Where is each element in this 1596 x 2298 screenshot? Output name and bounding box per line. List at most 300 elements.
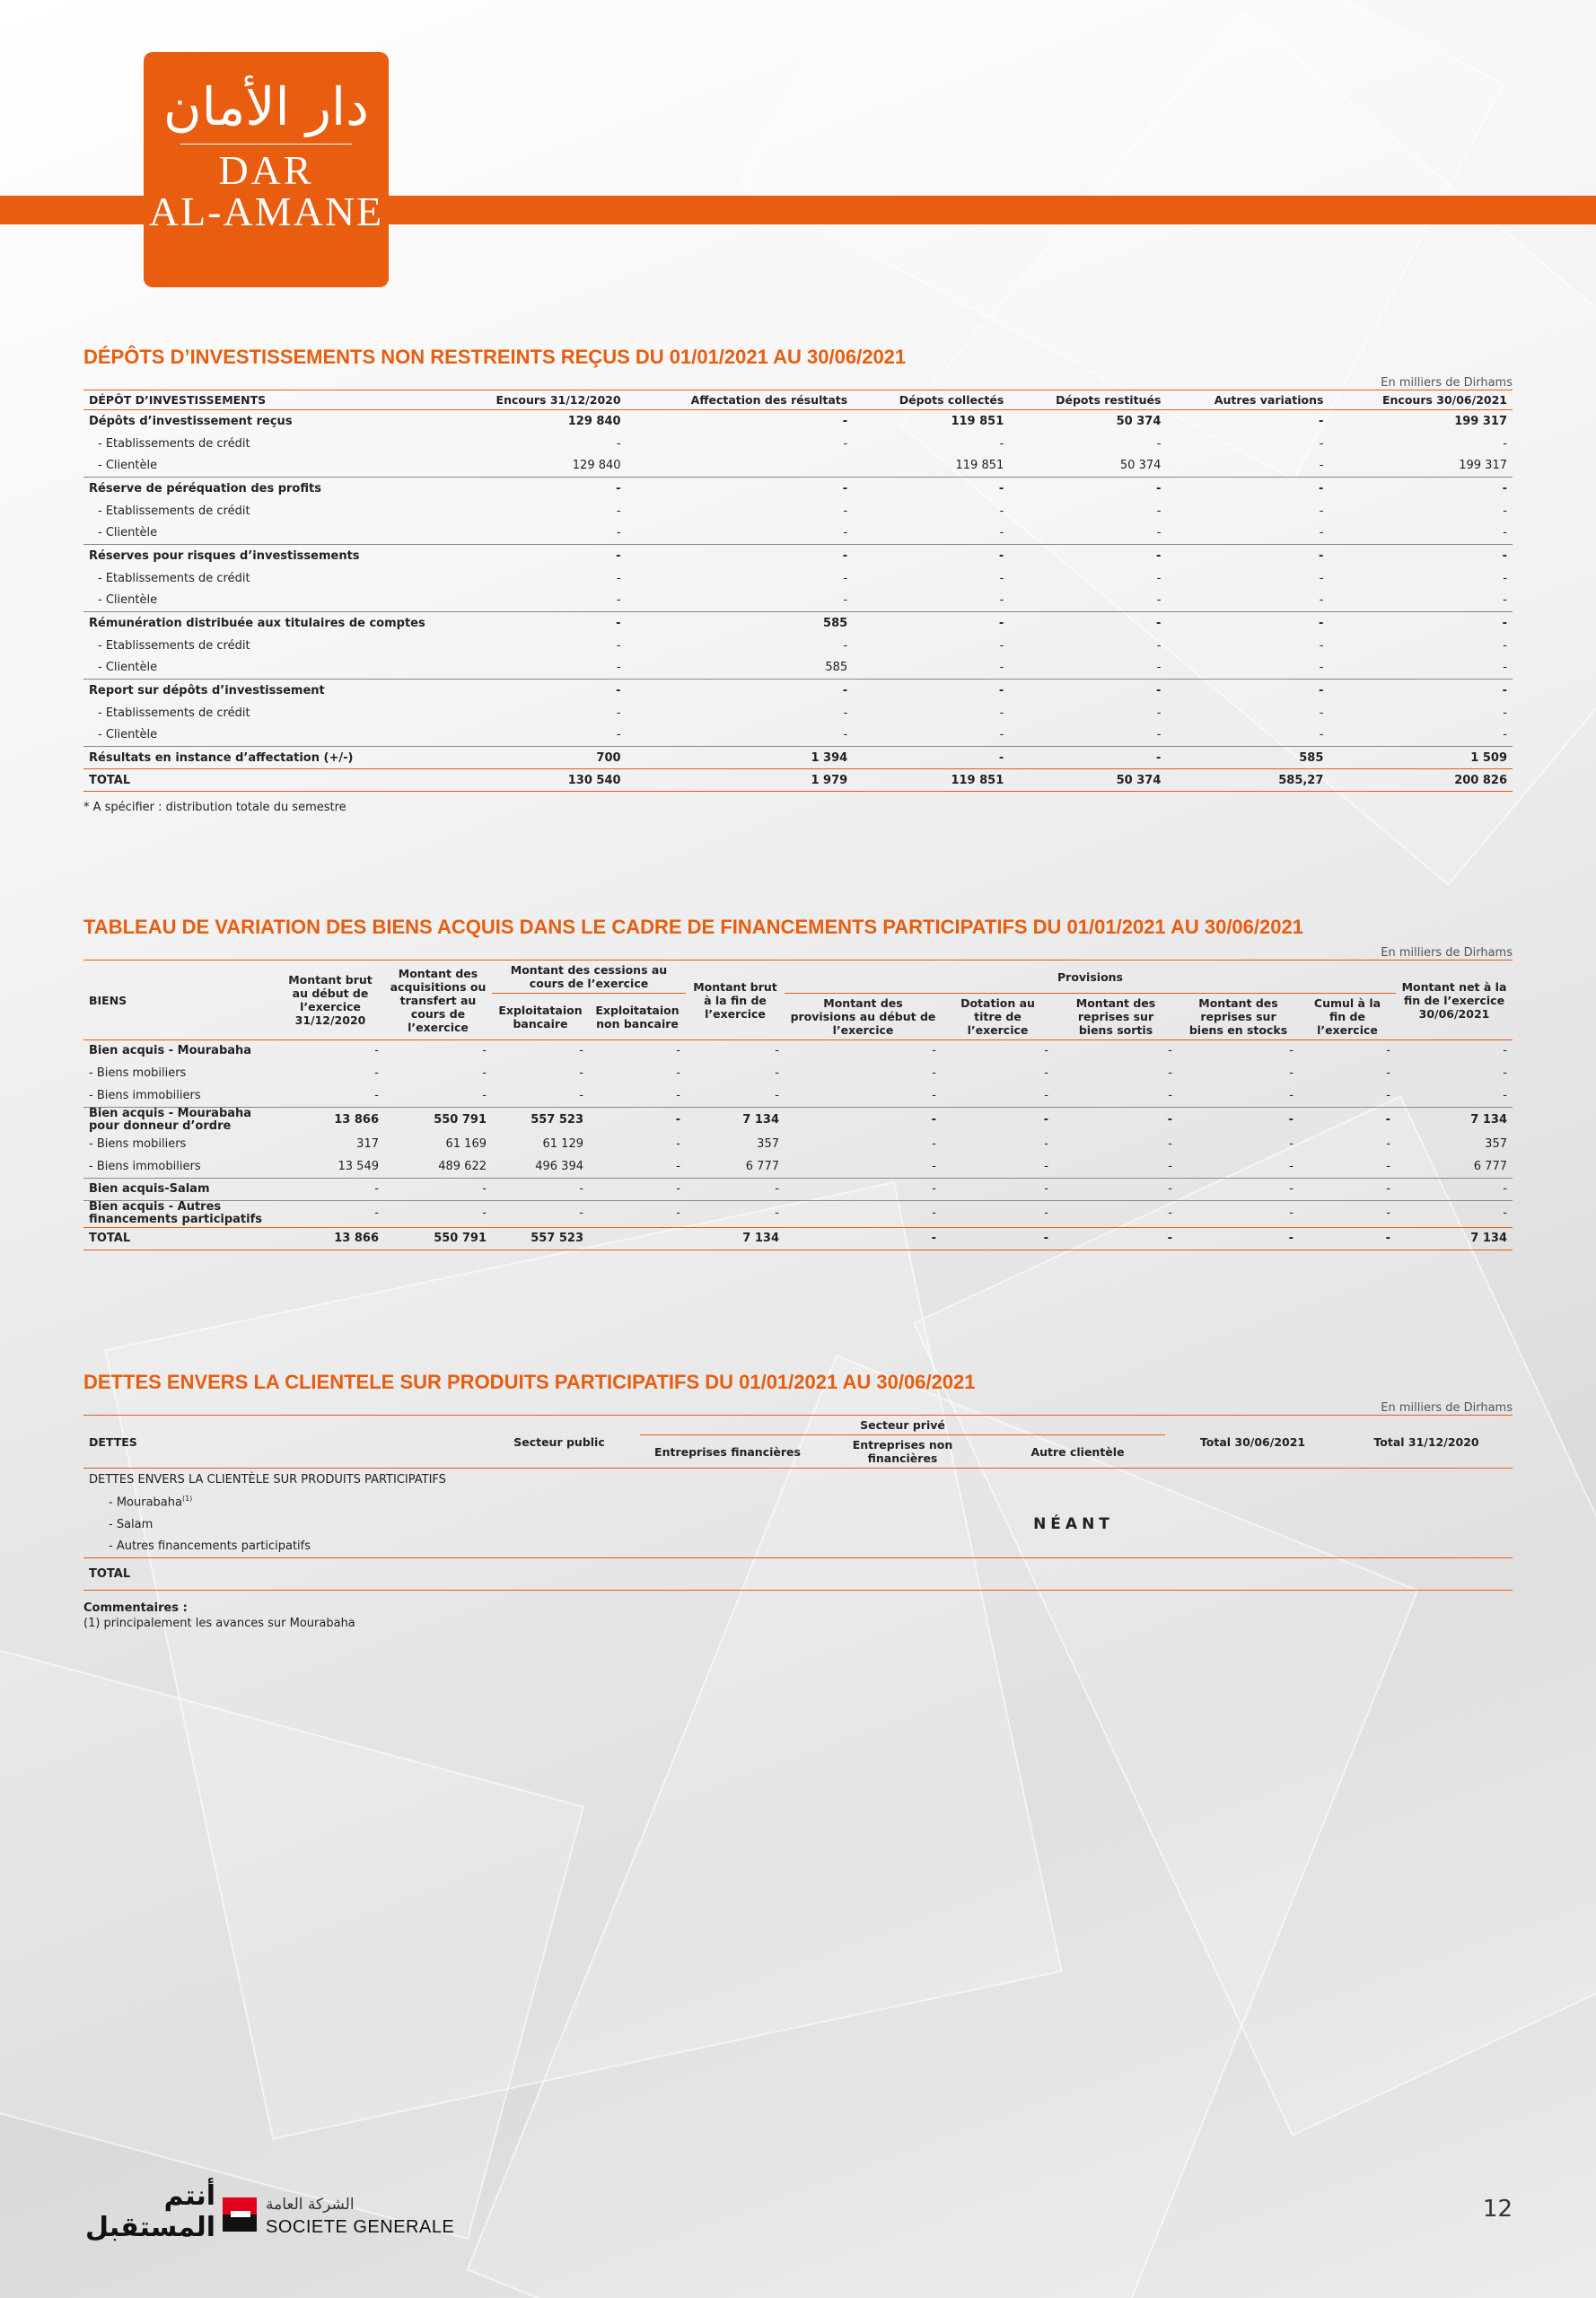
col-header: Affectation des résultats [690,393,848,407]
cell-value: - [1319,661,1324,675]
cell-value: 7 134 [1396,1108,1513,1134]
cell-value: 7 134 [1396,1227,1513,1250]
cell-value: - [1503,638,1507,653]
cell-value: - [1009,747,1166,769]
cell-value: 496 394 [535,1159,583,1173]
cell-value: - [1168,1044,1172,1058]
total-label: TOTAL [83,1558,478,1591]
row-label-text: - Mourabaha [109,1495,182,1510]
cell-value: - [932,1066,936,1080]
cell-value: 7 134 [686,1108,785,1134]
cell-value: 13 549 [338,1159,379,1173]
cell-value: 7 134 [686,1227,785,1250]
cell-value: - [775,1066,779,1080]
table-row [83,1134,1513,1156]
cell-value: - [1329,612,1513,635]
table-row [83,702,1513,724]
cell-value: - [1166,612,1329,635]
cell-value: - [1054,1108,1178,1134]
table-row [83,747,1513,769]
cell-value: - [1009,478,1166,500]
cell-value: 119 851 [853,769,1009,792]
cell-value: - [932,1044,936,1058]
cell-value: - [443,545,627,567]
cell-value: - [616,504,621,518]
table-row-total [83,769,1513,792]
cell-value: - [999,526,1004,540]
cell-value: 200 826 [1329,769,1513,792]
cell-value: - [1319,436,1324,451]
col-cess-bancaire: Exploitataion bancaire [492,994,589,1040]
footnote-ref: (1) [181,1494,193,1503]
cell-value: - [843,436,848,451]
row-label: - Biens mobiliers [89,1066,187,1080]
cell-value: - [1329,478,1513,500]
cell-value: - [1168,1088,1172,1102]
table-row-total [83,1227,1513,1250]
col-biens: BIENS [83,960,276,1040]
cell-value: - [1386,1066,1390,1080]
row-label: Bien acquis - Mourabaha pour donneur d’ordre [83,1108,276,1134]
table-row [83,1040,1513,1063]
cell-value: - [482,1066,487,1080]
cell-value: - [1319,593,1324,608]
section1-unit: En milliers de Dirhams [1381,376,1513,390]
cell-value: - [443,680,627,702]
cell-value: - [1299,1179,1396,1201]
cell-value: - [932,1136,936,1151]
cell-value: - [843,706,848,720]
cell-value: - [1503,1044,1507,1058]
cell-value: 585 [825,661,848,675]
cell-value: - [1156,526,1162,540]
cell-value: - [1178,1201,1299,1228]
cell-value: 1 979 [627,769,854,792]
cell-value: - [616,526,621,540]
cell-value: - [842,414,848,428]
cell-value: - [1503,571,1507,585]
cell-value: - [1386,1159,1390,1173]
table-row [83,545,1513,567]
cell-value: - [374,1044,379,1058]
cell-value: - [616,638,621,653]
table-row [83,522,1513,545]
table-header-row [83,1416,1513,1435]
cell-value: - [775,1044,779,1058]
cell-value: - [853,680,1009,702]
col-acquisitions: Montant des acquisitions ou transfert au cours de l’exercice [384,960,492,1040]
cell-value [627,455,854,478]
cell-value: 585 [1166,747,1329,769]
row-label: Report sur dépôts d’investissement [83,680,443,702]
cell-value: - [1386,1136,1390,1151]
cell-value: - [1299,1201,1396,1228]
cell-value: 119 851 [951,414,1004,428]
cell-value: - [1156,571,1162,585]
dettes-table [83,1415,1513,1591]
col-reprises-stocks: Montant des reprises sur biens en stocks [1178,994,1299,1040]
table-row [83,635,1513,657]
cell-value: - [616,661,621,675]
cell-value: - [1009,612,1166,635]
cell-value: - [1044,1088,1048,1102]
cell-value: 61 169 [445,1136,487,1151]
cell-value: - [1319,504,1324,518]
section3-unit: En milliers de Dirhams [1381,1401,1513,1415]
row-label: Résultats en instance d’affectation (+/-) [83,747,443,769]
cell-value: - [384,1179,492,1201]
cell-value: - [616,728,621,742]
cell-value: 1 394 [627,747,854,769]
cell-value: 317 [356,1136,379,1151]
logo-latin-line2: AL-AMANE [148,189,384,234]
neant-label: NÉANT [1033,1514,1114,1533]
section1-note: * A spécifier : distribution totale du semestre [83,801,346,814]
row-label: - Biens immobiliers [89,1159,201,1173]
cell-value: - [942,1201,1054,1228]
sg-name: SOCIETE GENERALE [266,2217,455,2237]
cell-value: 550 791 [384,1227,492,1250]
cell-value: - [785,1108,942,1134]
cell-value: - [843,526,848,540]
cell-value: - [1009,545,1166,567]
col-dettes: DETTES [83,1416,478,1469]
col-header: Encours 30/06/2021 [1381,393,1507,407]
comment-1: (1) principalement les avances sur Mourabaha [83,1617,355,1630]
cell-value: - [1386,1088,1390,1102]
cell-value: - [1044,1066,1048,1080]
cell-value: - [616,436,621,451]
table-row [83,500,1513,522]
row-label: - Biens mobiliers [89,1136,187,1151]
cell-value: - [1386,1044,1390,1058]
cell-value: 1 509 [1329,747,1513,769]
cell-value [589,1227,686,1250]
row-label: TOTAL [83,1227,276,1250]
cell-value: - [942,1227,1054,1250]
table-row [83,590,1513,612]
cell-value: 585,27 [1166,769,1329,792]
table-row [83,1179,1513,1201]
cell-value: 50 374 [1009,769,1166,792]
cell-value: - [1156,661,1162,675]
row-label: TOTAL [83,769,443,792]
cell-value: - [785,1201,942,1228]
cell-value: 199 317 [1459,459,1507,473]
cell-value: - [676,1159,680,1173]
cell-value: - [443,478,627,500]
cell-value: - [1503,504,1507,518]
table-row [83,410,1513,433]
cell-value: - [616,706,621,720]
cell-value: - [589,1201,686,1228]
table-row-total [83,1558,1513,1591]
cell-value: - [1319,414,1324,428]
table-row [83,1063,1513,1085]
row-label: - Etablissements de crédit [98,638,250,653]
cell-value: 50 374 [1116,414,1162,428]
societe-generale-logo-icon [223,2197,257,2232]
cell-value: - [1156,638,1162,653]
cell-value: - [579,1088,583,1102]
cell-value: - [853,747,1009,769]
cell-value: - [686,1201,785,1228]
section-dettes-clientele [83,1371,1513,1630]
row-label: - Biens immobiliers [89,1088,201,1102]
cell-value: 129 840 [567,414,621,428]
cell-value: - [1503,1066,1507,1080]
col-header: Encours 31/12/2020 [495,393,621,407]
cell-value: - [1289,1044,1293,1058]
page-number: 12 [1482,2196,1513,2223]
footer-brand [81,2181,458,2253]
col-cessions: Montant des cessions au cours de l’exercice [492,960,686,994]
cell-value: - [932,1088,936,1102]
cell-value: - [627,478,854,500]
cell-value: - [1054,1179,1178,1201]
sg-arabic-name: الشركة العامة [266,2196,355,2214]
row-label: Réserve de péréquation des profits [83,478,443,500]
cell-value: - [589,1108,686,1134]
row-label: - Clientèle [98,661,158,675]
cell-value: - [676,1136,680,1151]
cell-value: - [1044,1159,1048,1173]
row-label: - Clientèle [98,593,158,608]
row-label: - Salam [109,1517,153,1531]
section-biens-acquis [83,916,1513,1250]
row-label: - Clientèle [98,526,158,540]
cell-value: 199 317 [1454,414,1507,428]
cell-value: - [1289,1159,1293,1173]
row-label: DETTES ENVERS LA CLIENTÈLE SUR PRODUITS PARTICIPATIFS [89,1472,446,1487]
cell-value: - [1319,526,1324,540]
cell-value: - [276,1179,384,1201]
cell-value: - [999,638,1004,653]
cell-value: - [942,1108,1054,1134]
cell-value: - [853,545,1009,567]
cell-value: 585 [627,612,854,635]
cell-value: - [1503,436,1507,451]
section-depots-investissement [83,346,1513,814]
row-label: - Etablissements de crédit [98,504,250,518]
cell-value: - [843,593,848,608]
cell-value: 13 866 [276,1108,384,1134]
table-row [83,455,1513,478]
table-row [83,567,1513,590]
col-brut-debut: Montant brut au début de l’exercice 31/12/2020 [276,960,384,1040]
table-row [83,680,1513,702]
cell-value: - [932,1159,936,1173]
row-label: - Clientèle [98,728,158,742]
table-row [83,724,1513,747]
cell-value: - [589,1179,686,1201]
table-row [83,657,1513,680]
section2-title: TABLEAU DE VARIATION DES BIENS ACQUIS DANS LE CADRE DE FINANCEMENTS PARTICIPATIFS DU 01/01/2021 AU 30/06/2021 [83,916,1303,938]
cell-value: - [1166,680,1329,702]
cell-value: - [482,1044,487,1058]
cell-value: 50 374 [1119,459,1162,473]
cell-value: - [843,728,848,742]
slogan-line1: أنتم [163,2180,215,2212]
cell-value: - [999,661,1004,675]
row-label: - Etablissements de crédit [98,436,250,451]
cell-value: - [492,1179,589,1201]
cell-value: - [1156,593,1162,608]
table-header-row [83,960,1513,994]
cell-value: 6 777 [1473,1159,1507,1173]
cell-value: - [384,1201,492,1228]
cell-value: 357 [757,1136,779,1151]
cell-value: - [1503,593,1507,608]
col-cumul: Cumul à la fin de l’exercice [1299,994,1396,1040]
col-header: Dépots collectés [899,393,1004,407]
cell-value: - [1396,1179,1513,1201]
cell-value: - [1289,1088,1293,1102]
table-row [83,612,1513,635]
col-secteur-prive: Secteur privé [640,1416,1165,1435]
cell-value: - [843,571,848,585]
cell-value: - [1319,571,1324,585]
cell-value: 557 523 [492,1227,589,1250]
row-label: Dépôts d’investissement reçus [89,414,293,428]
cell-value: 489 622 [438,1159,487,1173]
row-label: - Etablissements de crédit [98,706,250,720]
cell-value: - [1166,545,1329,567]
logo-latin-line1: DAR [218,147,314,193]
comments-title: Commentaires : [83,1601,188,1615]
cell-value: - [676,1044,680,1058]
col-provisions: Provisions [785,960,1396,994]
cell-value: - [627,680,854,702]
col-secteur-public: Secteur public [478,1416,640,1469]
cell-value: 13 866 [276,1227,384,1250]
cell-value: - [482,1088,487,1102]
cell-value: - [1178,1108,1299,1134]
table-row [83,1491,1513,1513]
cell-value: - [843,504,848,518]
cell-value: - [1168,1136,1172,1151]
col-brut-fin: Montant brut à la fin de l’exercice [686,960,785,1040]
col-autre-clientele: Autre clientèle [990,1435,1165,1469]
cell-value: - [1503,661,1507,675]
cell-value: 700 [443,747,627,769]
dar-al-amane-logo [144,52,389,287]
cell-value: - [374,1066,379,1080]
cell-value: 557 523 [492,1108,589,1134]
row-label: - Autres financements participatifs [109,1539,311,1554]
col-cess-non-bancaire: Exploitataion non bancaire [589,994,686,1040]
cell-value: - [1319,459,1324,473]
table-row [83,1469,1513,1491]
cell-value: - [1319,728,1324,742]
cell-value: - [276,1201,384,1228]
cell-value: - [1396,1201,1513,1228]
cell-value: - [999,593,1004,608]
section3-title: DETTES ENVERS LA CLIENTELE SUR PRODUITS PARTICIPATIFS DU 01/01/2021 AU 30/06/2021 [83,1371,976,1393]
col-prov-debut: Montant des provisions au début de l’exercice [785,994,942,1040]
row-label: Rémunération distribuée aux titulaires de comptes [83,612,443,635]
cell-value: - [1503,1088,1507,1102]
cell-value: - [1319,706,1324,720]
cell-value: - [1044,1136,1048,1151]
cell-value: - [785,1179,942,1201]
table-row [83,1201,1513,1228]
row-label: Réserves pour risques d’investissements [83,545,443,567]
cell-value: - [1009,680,1166,702]
cell-value: - [775,1088,779,1102]
section1-title: DÉPÔTS D’INVESTISSEMENTS NON RESTREINTS REÇUS DU 01/01/2021 AU 30/06/2021 [83,346,907,368]
row-label: Bien acquis-Salam [83,1179,276,1201]
slogan-line2: المستقبل [84,2211,215,2243]
cell-value: - [579,1066,583,1080]
cell-value: - [1168,1159,1172,1173]
cell-value: - [942,1179,1054,1201]
cell-value: - [1503,526,1507,540]
col-ent-financieres: Entreprises financières [640,1435,815,1469]
col-header: DÉPÔT D’INVESTISSEMENTS [89,393,267,407]
section2-unit: En milliers de Dirhams [1381,946,1513,960]
cell-value: - [999,504,1004,518]
cell-value: - [853,478,1009,500]
cell-value: 130 540 [443,769,627,792]
cell-value: - [374,1088,379,1102]
table-row [83,1108,1513,1134]
depots-table [83,390,1513,792]
cell-value: - [1156,436,1162,451]
cell-value: - [1156,728,1162,742]
cell-value: - [1178,1227,1299,1250]
col-header: Autres variations [1214,393,1324,407]
col-total-2021: Total 30/06/2021 [1165,1416,1340,1469]
cell-value: - [676,1088,680,1102]
col-total-2020: Total 31/12/2020 [1340,1416,1513,1469]
row-label: - Clientèle [98,459,158,473]
row-label-mourabaha [83,1491,478,1513]
col-dotation: Dotation au titre de l’exercice [942,994,1054,1040]
cell-value: - [1054,1201,1178,1228]
cell-value: - [1054,1227,1178,1250]
cell-value: - [1166,478,1329,500]
cell-value: - [1156,706,1162,720]
cell-value: 550 791 [384,1108,492,1134]
logo-arabic-text: دار الأمان [163,76,369,137]
col-net: Montant net à la fin de l’exercice 30/06/2021 [1396,960,1513,1040]
cell-value: - [676,1066,680,1080]
cell-value: - [999,728,1004,742]
cell-value: - [1289,1066,1293,1080]
table-row [83,1085,1513,1108]
table-row [83,1156,1513,1179]
table-row [83,433,1513,455]
cell-value: - [1299,1108,1396,1134]
col-ent-non-financieres: Entreprises non financières [815,1435,990,1469]
cell-value: 61 129 [542,1136,583,1151]
cell-value: - [492,1201,589,1228]
cell-value: - [1329,680,1513,702]
cell-value: - [853,612,1009,635]
col-reprises-sortis: Montant des reprises sur biens sortis [1054,994,1178,1040]
cell-value: - [616,571,621,585]
cell-value: - [1503,706,1507,720]
logo-rule [180,144,352,145]
col-header: Dépots restitués [1056,393,1162,407]
cell-value: - [1168,1066,1172,1080]
cell-value: - [1329,545,1513,567]
cell-value: - [1299,1227,1396,1250]
cell-value: 357 [1485,1136,1507,1151]
cell-value: - [443,612,627,635]
cell-value: - [1178,1179,1299,1201]
